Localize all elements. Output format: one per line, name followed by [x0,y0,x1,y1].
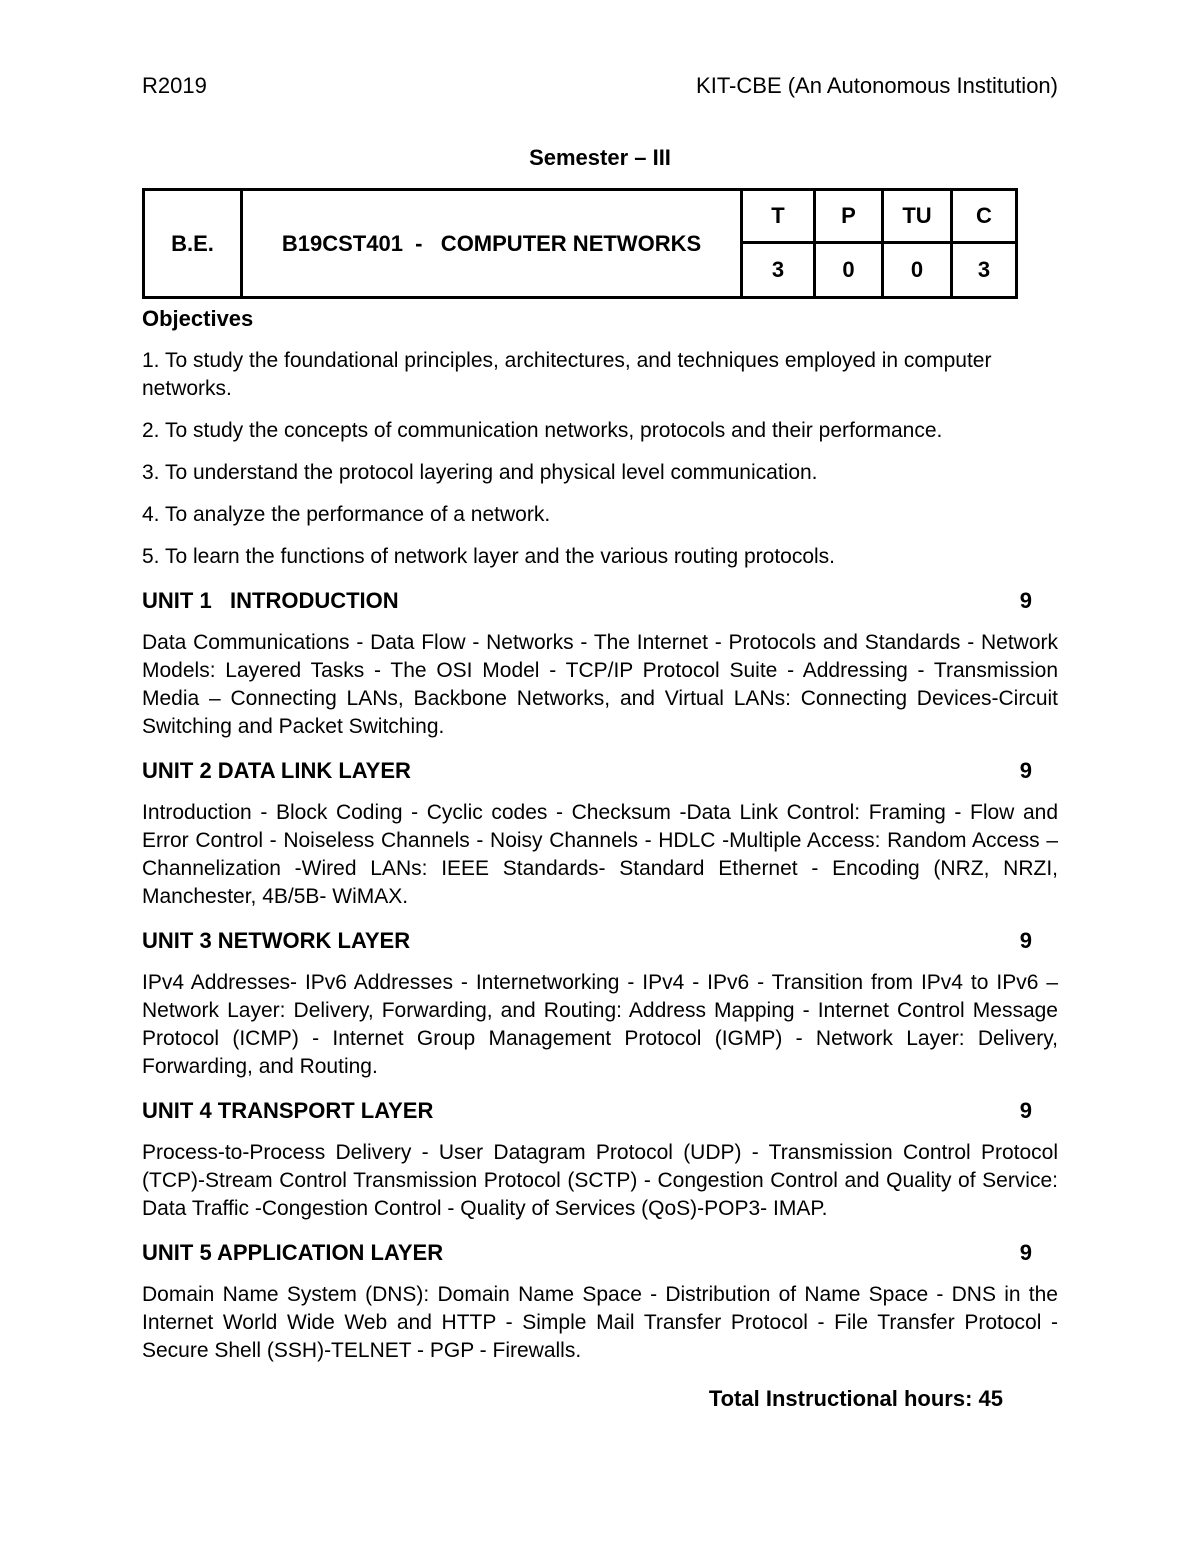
unit-1-heading [142,587,1058,615]
unit-2-section [142,757,1058,911]
unit-3-title: UNIT 3 NETWORK LAYER [142,928,411,953]
unit-5-title: UNIT 5 APPLICATION LAYER [142,1240,444,1265]
unit-3-content: IPv4 Addresses- IPv6 Addresses - Internetworking - IPv4 - IPv6 - Transition from IPv4 to IPv6 – Network Layer: Delivery, Forwarding, and Routing: Address Mapping - Internet Control Message Protocol (ICMP) - Internet Group Management Protocol (IGMP) - Network Layer: Delivery, Forwarding, and Routing. [142,971,1058,1078]
value-tutorial: 0 [881,244,950,296]
unit-4-content: Process-to-Process Delivery - User Datagram Protocol (UDP) - Transmission Control Protocol (TCP)-Stream Control Transmission Protocol (SCTP) - Congestion Control and Quality of Service: Data Traffic -Congestion Control - Quality of Services (QoS)-POP3- IMAP. [142,1141,1058,1220]
unit-5-content: Domain Name System (DNS): Domain Name Space - Distribution of Name Space - DNS in the Internet World Wide Web and HTTP - Simple Mail Transfer Protocol - File Transfer Protocol - Secure Shell (SSH)-TELNET - PGP - Firewalls. [142,1283,1058,1362]
objectives-heading: Objectives [142,306,254,331]
unit-1-title: UNIT 1 INTRODUCTION [142,588,399,613]
value-theory: 3 [740,244,813,296]
unit-4-heading [142,1097,1058,1125]
degree-cell: B.E. [171,230,214,256]
unit-2-heading [142,757,1058,785]
col-header-theory: T [740,191,813,244]
objective-item-4: 4. To analyze the performance of a network. [142,503,551,526]
total-instructional-hours: Total Instructional hours: 45 [708,1386,1003,1411]
unit-3-hours: 9 [1019,928,1032,953]
unit-3-section [142,927,1058,1081]
unit-2-hours: 9 [1019,758,1032,783]
regulation-code: R2019 [142,73,207,98]
course-info-table [142,188,1018,299]
unit-4-hours: 9 [1019,1098,1032,1123]
unit-2-content: Introduction - Block Coding - Cyclic codes - Checksum -Data Link Control: Framing - Flow and Error Control - Noiseless Channels - Noisy Channels - HDLC -Multiple Access: Random Access – Channelization -Wired LANs: IEEE Standards- Standard Ethernet - Encoding (NRZ, NRZI, Manchester, 4B/5B- WiMAX. [142,801,1058,908]
unit-2-title: UNIT 2 DATA LINK LAYER [142,758,411,783]
value-practical: 0 [813,244,881,296]
objective-item-5: 5. To learn the functions of network layer and the various routing protocols. [142,545,836,568]
col-header-credits: C [950,191,1015,244]
value-credits: 3 [950,244,1015,296]
objective-item-3: 3. To understand the protocol layering and physical level communication. [142,461,818,484]
unit-4-section [142,1097,1058,1223]
unit-1-hours: 9 [1019,588,1032,613]
col-header-practical: P [813,191,881,244]
unit-4-title: UNIT 4 TRANSPORT LAYER [142,1098,434,1123]
objective-item-1: 1. To study the foundational principles, architectures, and techniques employed in computer networks. [142,349,992,400]
page-header [142,72,1058,100]
unit-5-hours: 9 [1019,1240,1032,1265]
institution-name: KIT-CBE (An Autonomous Institution) [696,73,1058,98]
col-header-tutorial: TU [881,191,950,244]
semester-title: Semester – III [529,145,671,170]
course-code-title-cell: B19CST401 - COMPUTER NETWORKS [240,191,740,296]
unit-1-section [142,587,1058,741]
unit-3-heading [142,927,1058,955]
unit-5-heading [142,1239,1058,1267]
objective-item-2: 2. To study the concepts of communication networks, protocols and their performance. [142,419,943,442]
unit-1-content: Data Communications - Data Flow - Networks - The Internet - Protocols and Standards - Network Models: Layered Tasks - The OSI Model - TCP/IP Protocol Suite - Addressing - Transmission Media – Connecting LANs, Backbone Networks, and Virtual LANs: Connecting Devices-Circuit Switching and Packet Switching. [142,631,1058,738]
objectives-list [142,347,1058,571]
unit-5-section [142,1239,1058,1365]
